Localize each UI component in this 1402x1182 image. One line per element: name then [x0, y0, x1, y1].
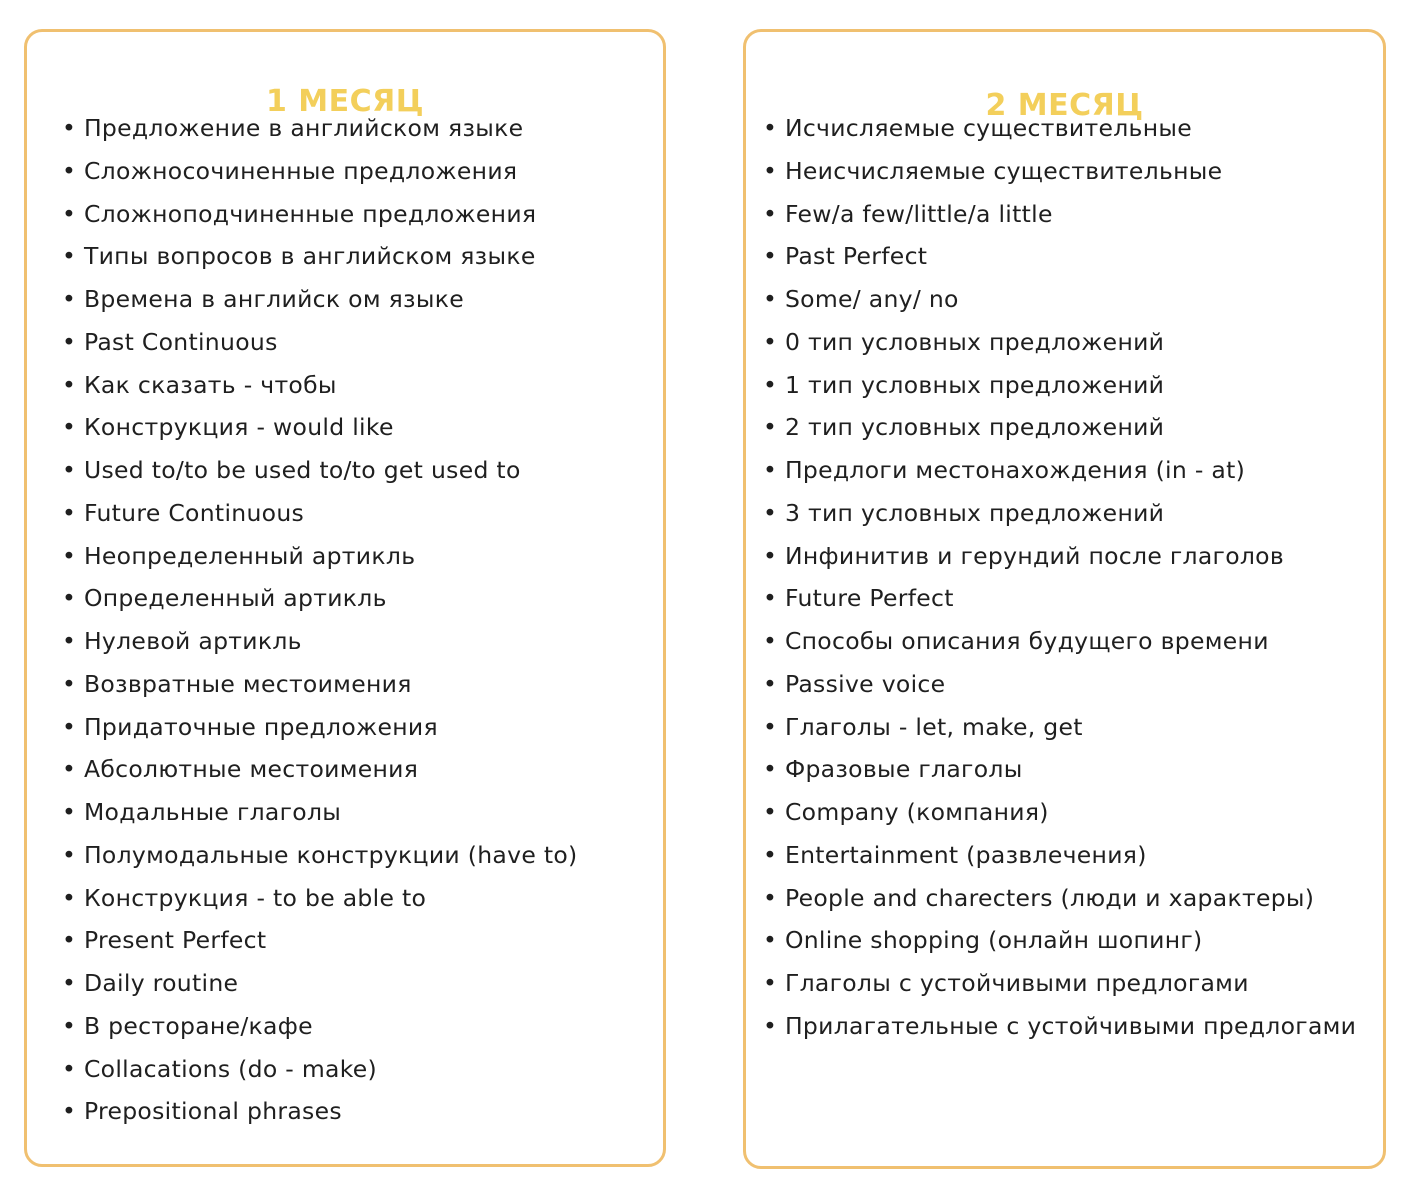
topic-item: • Present Perfect [62, 919, 657, 962]
topic-item: • Как сказать - чтобы [62, 364, 657, 407]
topic-item: • Придаточные предложения [62, 706, 657, 749]
topic-item: • Prepositional phrases [62, 1090, 657, 1133]
topic-item: • Online shopping (онлайн шопинг) [763, 919, 1375, 962]
topic-item: • Сложносочиненные предложения [62, 150, 657, 193]
topic-item: • Исчисляемые существительные [763, 107, 1375, 150]
topic-item: • Способы описания будущего времени [763, 620, 1375, 663]
topic-item: • Future Continuous [62, 492, 657, 535]
topic-item: • Past Perfect [763, 235, 1375, 278]
topic-item: • Времена в английск ом языке [62, 278, 657, 321]
topic-item: • Company (компания) [763, 791, 1375, 834]
topic-item: • 1 тип условных предложений [763, 364, 1375, 407]
month-2-title: 2 МЕСЯЦ [985, 87, 1144, 123]
topic-item: • Определенный артикль [62, 577, 657, 620]
topic-item: • Неопределенный артикль [62, 535, 657, 578]
topic-item: • Неисчисляемые существительные [763, 150, 1375, 193]
month-2-card [743, 29, 1386, 1169]
topic-item: • Collacations (do - make) [62, 1048, 657, 1091]
topic-item: • Полумодальные конструкции (have to) [62, 834, 657, 877]
topic-item: • Инфинитив и герундий после глаголов [763, 535, 1375, 578]
topic-item: • Конструкция - to be able to [62, 877, 657, 920]
month-1-title: 1 МЕСЯЦ [265, 83, 425, 119]
topic-item: • Конструкция - would like [62, 406, 657, 449]
topic-item: • Типы вопросов в английском языке [62, 235, 657, 278]
topic-item: • Daily routine [62, 962, 657, 1005]
topic-item: • Entertainment (развлечения) [763, 834, 1375, 877]
topic-item: • Нулевой артикль [62, 620, 657, 663]
topic-item: • Прилагательные с устойчивыми предлогами [763, 1005, 1375, 1048]
topic-item: • Возвратные местоимения [62, 663, 657, 706]
topic-item: • Абсолютные местоимения [62, 748, 657, 791]
topic-item: • Глаголы - let, make, get [763, 706, 1375, 749]
topic-item: • Some/ any/ no [763, 278, 1375, 321]
topic-item: • 3 тип условных предложений [763, 492, 1375, 535]
topic-item: • Модальные глаголы [62, 791, 657, 834]
topic-item: • Past Continuous [62, 321, 657, 364]
topic-item: • Future Perfect [763, 577, 1375, 620]
topic-item: • В ресторане/кафе [62, 1005, 657, 1048]
month-2-topic-list [763, 107, 1375, 1048]
month-1-topic-list [62, 107, 657, 1133]
month-1-card [24, 29, 666, 1167]
topic-item: • Сложноподчиненные предложения [62, 193, 657, 236]
topic-item: • 2 тип условных предложений [763, 406, 1375, 449]
topic-item: • People and charecters (люди и характеры) [763, 877, 1375, 920]
topic-item: • Few/a few/little/a little [763, 193, 1375, 236]
topic-item: • Passive voice [763, 663, 1375, 706]
topic-item: • Глаголы с устойчивыми предлогами [763, 962, 1375, 1005]
topic-item: • Used to/to be used to/to get used to [62, 449, 657, 492]
topic-item: • 0 тип условных предложений [763, 321, 1375, 364]
topic-item: • Фразовые глаголы [763, 748, 1375, 791]
topic-item: • Предлоги местонахождения (in - at) [763, 449, 1375, 492]
topic-item: • Предложение в английском языке [62, 107, 657, 150]
